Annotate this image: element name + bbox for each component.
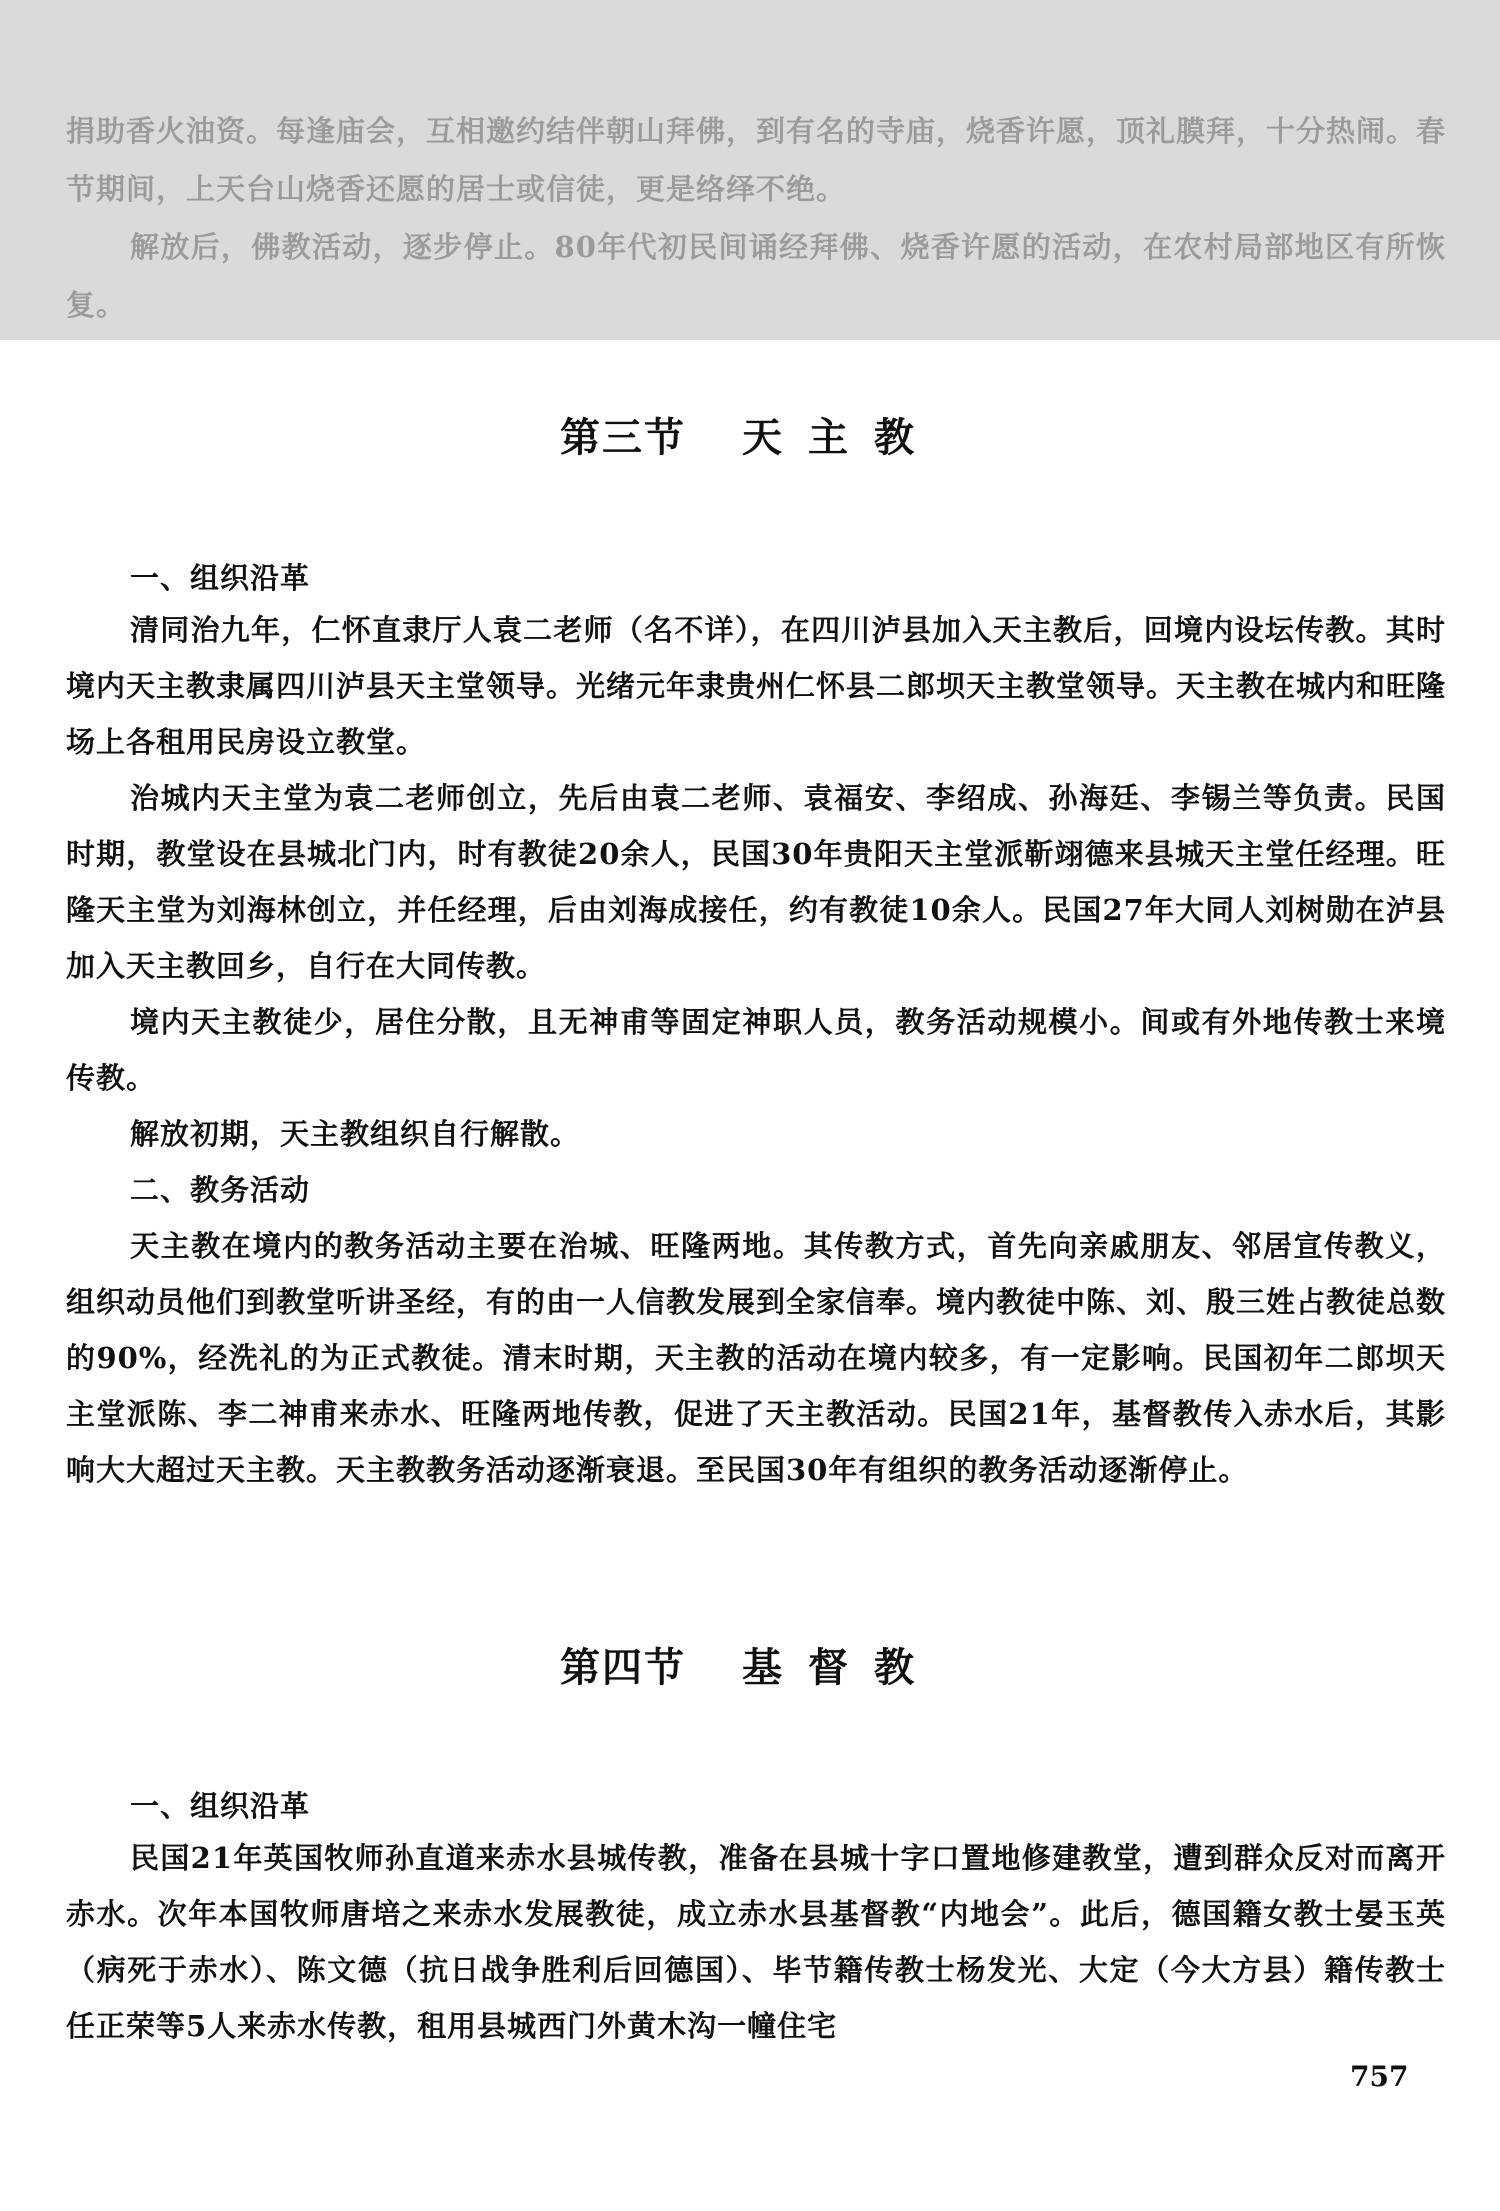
- subsection-heading: 一、组织沿革: [130, 561, 311, 595]
- paragraph: 捐助香火油资。每逢庙会，互相邀约结伴朝山拜佛，到有名的寺庙，烧香许愿，顶礼膜拜，十分热闹。春节期间，上天台山烧香还愿的居士或信徒，更是络绎不绝。: [66, 114, 1447, 206]
- section-name: 天主教: [742, 414, 940, 461]
- subsection-heading: 一、组织沿革: [130, 1789, 311, 1823]
- paragraph: 民国21年英国牧师孙直道来赤水县城传教，准备在县城十字口置地修建教堂，遭到群众反对而离开赤水。次年本国牧师唐培之来赤水发展教徒，成立赤水县基督教“内地会”。此后，德国籍女教士晏玉英（病死于赤水）、陈文德（抗日战争胜利后回德国）、毕节籍传教士杨发光、大定（今大方县）籍传教士任正荣等5人来赤水传教，租用县城西门外黄木沟一幢住宅: [66, 1841, 1446, 2043]
- paragraph: 清同治九年，仁怀直隶厅人袁二老师（名不详），在四川泸县加入天主教后，回境内设坛传教。其时境内天主教隶属四川泸县天主堂领导。光绪元年隶贵州仁怀县二郎坝天主教堂领导。天主教在城内和旺隆场上各租用民房设立教堂。: [66, 613, 1447, 759]
- section-name: 基督教: [742, 1644, 940, 1691]
- subsection-heading: 二、教务活动: [130, 1173, 311, 1207]
- section-number: 第四节: [560, 1644, 686, 1691]
- section-title: [0, 1636, 1500, 1693]
- paragraph: 解放初期，天主教组织自行解散。: [130, 1117, 581, 1151]
- previous-section-continuation: [0, 0, 1500, 340]
- paragraph: 境内天主教徒少，居住分散，且无神甫等固定神职人员，教务活动规模小。间或有外地传教士来境传教。: [66, 1005, 1446, 1095]
- paragraph: 天主教在境内的教务活动主要在治城、旺隆两地。其传教方式，首先向亲戚朋友、邻居宣传教义，组织动员他们到教堂听讲圣经，有的由一人信教发展到全家信奉。境内教徒中陈、刘、殷三姓占教徒总数的90%，经洗礼的为正式教徒。清末时期，天主教的活动在境内较多，有一定影响。民国初年二郎坝天主堂派陈、李二神甫来赤水、旺隆两地传教，促进了天主教活动。民国21年，基督教传入赤水后，其影响大大超过天主教。天主教教务活动逐渐衰退。至民国30年有组织的教务活动逐渐停止。: [66, 1229, 1447, 1487]
- section-number: 第三节: [560, 414, 686, 461]
- page-number: 757: [1350, 2060, 1409, 2093]
- section-title: [0, 406, 1500, 463]
- paragraph: 治城内天主堂为袁二老师创立，先后由袁二老师、袁福安、李绍成、孙海廷、李锡兰等负责。民国时期，教堂设在县城北门内，时有教徒20余人，民国30年贵阳天主堂派靳翊德来县城天主堂任经理。旺隆天主堂为刘海林创立，并任经理，后由刘海成接任，约有教徒10余人。民国27年大同人刘树勋在泸县加入天主教回乡，自行在大同传教。: [66, 781, 1446, 983]
- paragraph: 解放后，佛教活动，逐步停止。80年代初民间诵经拜佛、烧香许愿的活动，在农村局部地区有所恢复。: [66, 230, 1446, 322]
